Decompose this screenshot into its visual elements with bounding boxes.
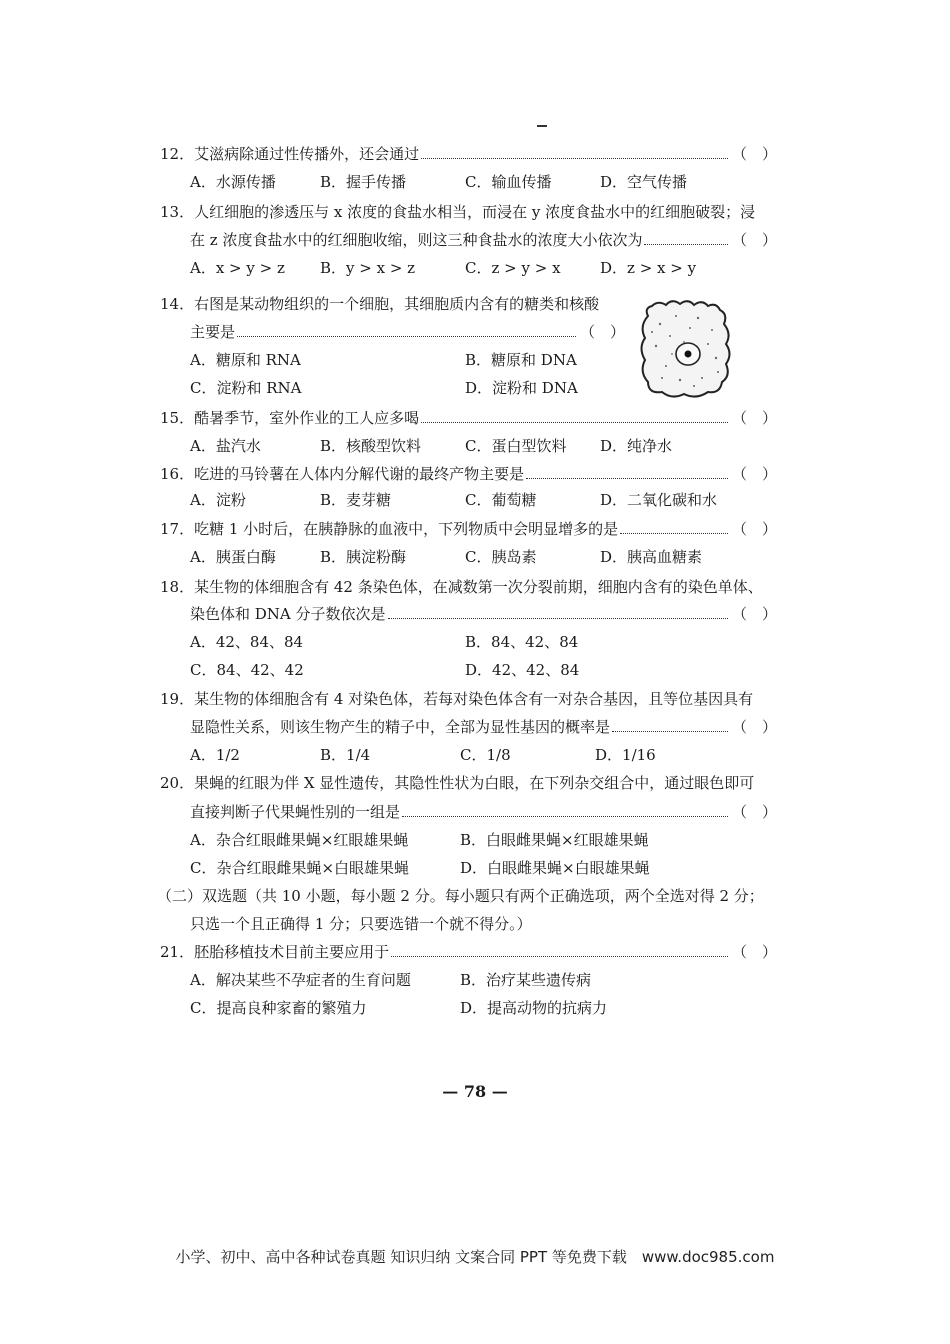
q17-option-a: A．胰蛋白酶 [190,548,276,566]
q15-option-c: C．蛋白型饮料 [465,437,567,455]
q14-paren: （ ） [580,323,626,341]
q15-paren: （ ） [732,409,778,427]
q16-option-b: B．麦芽糖 [320,491,392,509]
animal-cell-figure [636,296,736,402]
q14-stem-line2: 主要是 [190,323,236,341]
q12-option-b: B．握手传播 [320,173,407,191]
q17-option-d: D．胰高血糖素 [600,548,703,566]
question-13 [190,230,778,250]
q16-paren: （ ） [732,465,778,483]
q13-option-c: C．z > y > x [465,259,561,277]
q21-stem: 21．胚胎移植技术目前主要应用于 [160,943,390,961]
q16-option-d: D．二氧化碳和水 [600,491,718,509]
q16-option-a: A．淀粉 [190,491,246,509]
q20-paren: （ ） [732,803,778,821]
q18-paren: （ ） [732,605,778,623]
q18-option-b: B．84、42、84 [465,633,579,651]
q18-stem-line1: 18．某生物的体细胞含有 42 条染色体，在减数第一次分裂前期，细胞内含有的染色单体、 [160,578,763,596]
q17-stem: 17．吃糖 1 小时后，在胰静脉的血液中，下列物质中会明显增多的是 [160,520,619,538]
section-2-instructions-line2: 只选一个且正确得 1 分；只要选错一个就不得分。） [190,915,532,933]
question-19 [190,717,778,737]
question-21 [160,942,778,962]
q15-option-b: B．核酸型饮料 [320,437,422,455]
q20-stem-line2: 直接判断子代果蝇性别的一组是 [190,803,401,821]
q12-option-d: D．空气传播 [600,173,688,191]
q21-option-b: B．治疗某些遗传病 [460,971,592,989]
q19-option-b: B．1/4 [320,746,371,764]
q21-option-c: C．提高良种家畜的繁殖力 [190,999,367,1017]
question-16 [160,464,778,484]
q16-stem: 16．吃进的马铃薯在人体内分解代谢的最终产物主要是 [160,465,525,483]
q12-option-a: A．水源传播 [190,173,276,191]
q14-option-a: A．糖原和 RNA [190,351,301,369]
q14-stem-line1: 14．右图是某动物组织的一个细胞，其细胞质内含有的糖类和核酸 [160,295,600,313]
q21-option-a: A．解决某些不孕症者的生育问题 [190,971,411,989]
q19-option-a: A．1/2 [190,746,240,764]
question-15 [160,408,778,428]
q20-option-c: C．杂合红眼雌果蝇×白眼雄果蝇 [190,859,410,877]
q12-stem: 12．艾滋病除通过性传播外，还会通过 [160,145,420,163]
q13-stem-line1: 13．人红细胞的渗透压与 x 浓度的食盐水相当，而浸在 y 浓度食盐水中的红细胞破裂；浸 [160,203,756,221]
q20-stem-line1: 20．果蝇的红眼为伴 X 显性遗传，其隐性性状为白眼，在下列杂交组合中，通过眼色即可 [160,774,755,792]
q18-option-a: A．42、84、84 [190,633,304,651]
page-number: — 78 — [442,1082,508,1101]
q21-option-d: D．提高动物的抗病力 [460,999,608,1017]
footer-banner: 小学、初中、高中各种试卷真题 知识归纳 文案合同 PPT 等免费下载 www.doc985.com [175,1248,775,1266]
q12-option-c: C．输血传播 [465,173,552,191]
q20-option-a: A．杂合红眼雌果蝇×红眼雄果蝇 [190,831,409,849]
q19-stem-line2: 显隐性关系，则该生物产生的精子中，全部为显性基因的概率是 [190,718,611,736]
q17-option-c: C．胰岛素 [465,548,537,566]
q15-option-d: D．纯净水 [600,437,673,455]
question-14 [190,322,626,342]
nucleolus [685,351,692,358]
q19-option-c: C．1/8 [460,746,511,764]
q14-option-c: C．淀粉和 RNA [190,379,302,397]
q18-stem-line2: 染色体和 DNA 分子数依次是 [190,605,386,623]
q19-stem-line1: 19．某生物的体细胞含有 4 对染色体，若每对染色体含有一对杂合基因，且等位基因具有 [160,690,754,708]
q14-option-b: B．糖原和 DNA [465,351,577,369]
q21-paren: （ ） [732,943,778,961]
q14-option-d: D．淀粉和 DNA [465,379,578,397]
q19-paren: （ ） [732,718,778,736]
question-12 [160,144,778,164]
q12-paren: （ ） [732,145,778,163]
q17-paren: （ ） [732,520,778,538]
q18-option-c: C．84、42、42 [190,661,304,679]
q15-stem: 15．酷暑季节，室外作业的工人应多喝 [160,409,420,427]
q19-option-d: D．1/16 [595,746,656,764]
q17-option-b: B．胰淀粉酶 [320,548,407,566]
q20-option-b: B．白眼雌果蝇×红眼雄果蝇 [460,831,649,849]
q15-option-a: A．盐汽水 [190,437,261,455]
question-20 [190,802,778,822]
q13-option-d: D．z > x > y [600,259,697,277]
q13-paren: （ ） [732,231,778,249]
question-17 [160,519,778,539]
q13-option-b: B．y > x > z [320,259,416,277]
q13-stem-line2: 在 z 浓度食盐水中的红细胞收缩，则这三种食盐水的浓度大小依次为 [190,231,643,249]
q16-option-c: C．葡萄糖 [465,491,537,509]
q20-option-d: D．白眼雌果蝇×白眼雄果蝇 [460,859,650,877]
q18-option-d: D．42、42、84 [465,661,580,679]
q13-option-a: A．x > y > z [190,259,285,277]
header-mark [537,125,547,127]
question-18 [190,604,778,624]
section-2-instructions-line1: （二）双选题（共 10 小题，每小题 2 分。每小题只有两个正确选项，两个全选对得 2 分； [157,887,764,905]
